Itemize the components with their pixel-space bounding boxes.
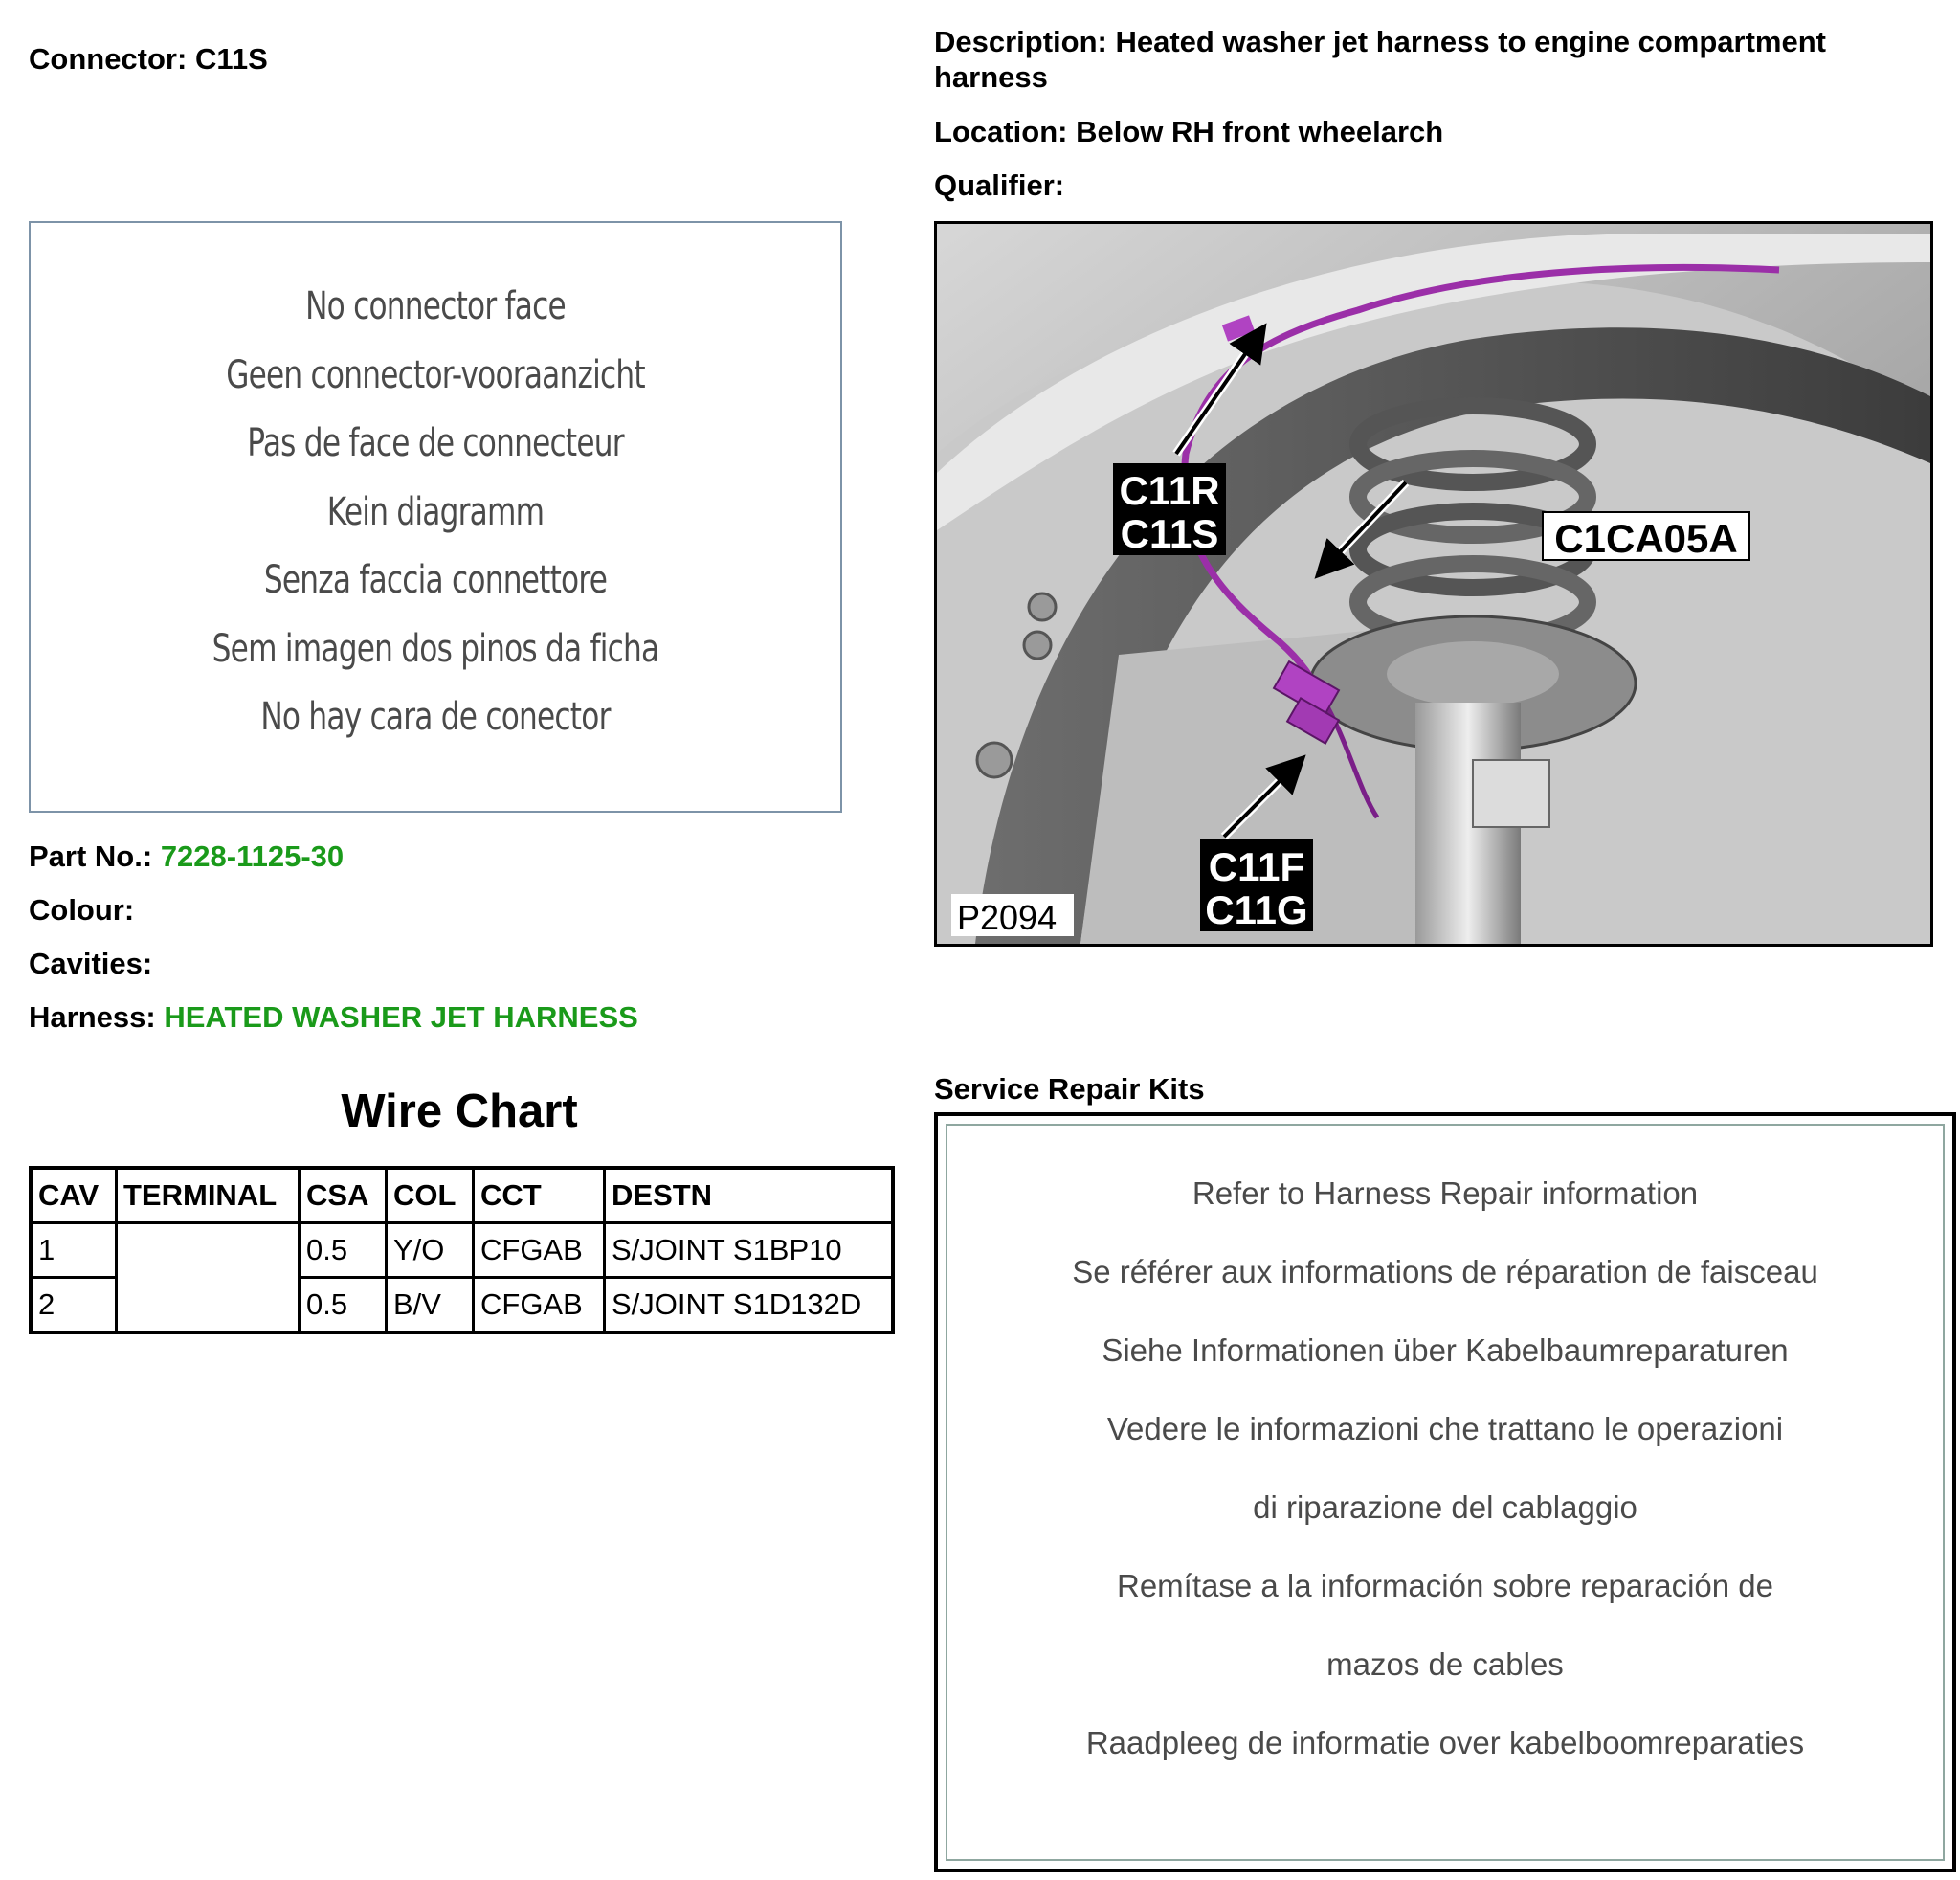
repair-info-line: Refer to Harness Repair information bbox=[1192, 1175, 1699, 1211]
connector-face-line: Senza faccia connettore bbox=[263, 558, 608, 602]
description-label: Description: bbox=[934, 25, 1107, 58]
wire-chart-table bbox=[29, 1166, 895, 1334]
service-repair-kits-title: Service Repair Kits bbox=[934, 1072, 1205, 1106]
colour-field bbox=[29, 893, 134, 928]
column-header-cav: CAV bbox=[31, 1168, 117, 1223]
cell-csa: 0.5 bbox=[300, 1223, 387, 1278]
repair-info-line: Se référer aux informations de réparation de faisceau bbox=[1072, 1254, 1818, 1289]
connector-face-line: Kein diagramm bbox=[326, 489, 545, 534]
part-no-label: Part No.: bbox=[29, 839, 153, 873]
figure-id-text: P2094 bbox=[957, 898, 1058, 937]
callout-c11g-text: C11G bbox=[1205, 887, 1308, 932]
connector-face-line: Sem imagen dos pinos da ficha bbox=[212, 626, 659, 671]
wheelarch-illustration bbox=[937, 224, 1930, 944]
part-no-link[interactable]: 7228-1125-30 bbox=[160, 839, 345, 873]
connector-face-line: Pas de face de connecteur bbox=[247, 421, 624, 465]
table-row bbox=[31, 1223, 893, 1278]
cell-col: Y/O bbox=[387, 1223, 474, 1278]
repair-info-line: mazos de cables bbox=[1326, 1646, 1564, 1682]
strut-bracket bbox=[1473, 760, 1549, 827]
description-field bbox=[934, 25, 1826, 59]
repair-info-line: Siehe Informationen über Kabelbaumreparaturen bbox=[1102, 1332, 1789, 1368]
cell-cav: 1 bbox=[31, 1223, 117, 1278]
connector-face-lines bbox=[31, 273, 840, 752]
callout-c11f-text: C11F bbox=[1208, 844, 1305, 889]
cell-cct: CFGAB bbox=[474, 1223, 605, 1278]
cell-cct: CFGAB bbox=[474, 1278, 605, 1333]
cell-destn: S/JOINT S1BP10 bbox=[605, 1223, 894, 1278]
cell-csa: 0.5 bbox=[300, 1278, 387, 1333]
description-value-line2: harness bbox=[934, 60, 1048, 94]
location-value: Below RH front wheelarch bbox=[1076, 115, 1444, 148]
service-repair-kits-inner bbox=[946, 1124, 1945, 1861]
part-no-field bbox=[29, 839, 344, 874]
service-repair-kits-box bbox=[934, 1112, 1956, 1872]
connector-face-line: No hay cara de conector bbox=[260, 695, 611, 739]
connector-face-line: Geen connector-vooraanzicht bbox=[226, 352, 645, 397]
column-header-cct: CCT bbox=[474, 1168, 605, 1223]
qualifier-label: Qualifier: bbox=[934, 168, 1065, 202]
column-header-col: COL bbox=[387, 1168, 474, 1223]
wire-chart-title: Wire Chart bbox=[341, 1085, 578, 1137]
column-header-terminal: TERMINAL bbox=[117, 1168, 300, 1223]
repair-info-line: di riparazione del cablaggio bbox=[1253, 1489, 1637, 1525]
strut-mount-center bbox=[1387, 641, 1559, 706]
cell-col: B/V bbox=[387, 1278, 474, 1333]
harness-link[interactable]: HEATED WASHER JET HARNESS bbox=[164, 1000, 638, 1034]
cell-cav: 2 bbox=[31, 1278, 117, 1333]
connector-value: C11S bbox=[194, 42, 268, 76]
column-header-destn: DESTN bbox=[605, 1168, 894, 1223]
connector-face-line: No connector face bbox=[305, 284, 566, 328]
cavities-label: Cavities: bbox=[29, 947, 153, 980]
wire-chart-header-row bbox=[31, 1168, 893, 1223]
qualifier-field bbox=[934, 168, 1064, 203]
harness-label: Harness: bbox=[29, 1000, 156, 1034]
repair-info-line: Vedere le informazioni che trattano le operazioni bbox=[1106, 1411, 1784, 1446]
column-header-csa: CSA bbox=[300, 1168, 387, 1223]
repair-info-line: Remítase a la información sobre reparación de bbox=[1116, 1568, 1774, 1603]
description-value-line1: Heated washer jet harness to engine compartment bbox=[1115, 25, 1826, 58]
colour-label: Colour: bbox=[29, 893, 135, 927]
connector-field bbox=[29, 42, 268, 77]
callout-c11r-text: C11R bbox=[1119, 468, 1220, 513]
repair-info-line: Raadpleeg de informatie over kabelboomreparaties bbox=[1085, 1725, 1805, 1760]
location-label: Location: bbox=[934, 115, 1068, 148]
callout-c11s-text: C11S bbox=[1120, 511, 1219, 556]
location-field bbox=[934, 115, 1443, 149]
connector-location-image bbox=[934, 221, 1933, 947]
cell-destn: S/JOINT S1D132D bbox=[605, 1278, 894, 1333]
connector-face-box bbox=[29, 221, 842, 813]
connector-label: Connector: bbox=[29, 42, 188, 76]
cell-terminal bbox=[117, 1223, 300, 1333]
harness-field bbox=[29, 1000, 638, 1035]
callout-c1ca05a-text: C1CA05A bbox=[1554, 516, 1738, 561]
cavities-field bbox=[29, 947, 152, 981]
service-repair-kits-lines bbox=[947, 1154, 1943, 1782]
